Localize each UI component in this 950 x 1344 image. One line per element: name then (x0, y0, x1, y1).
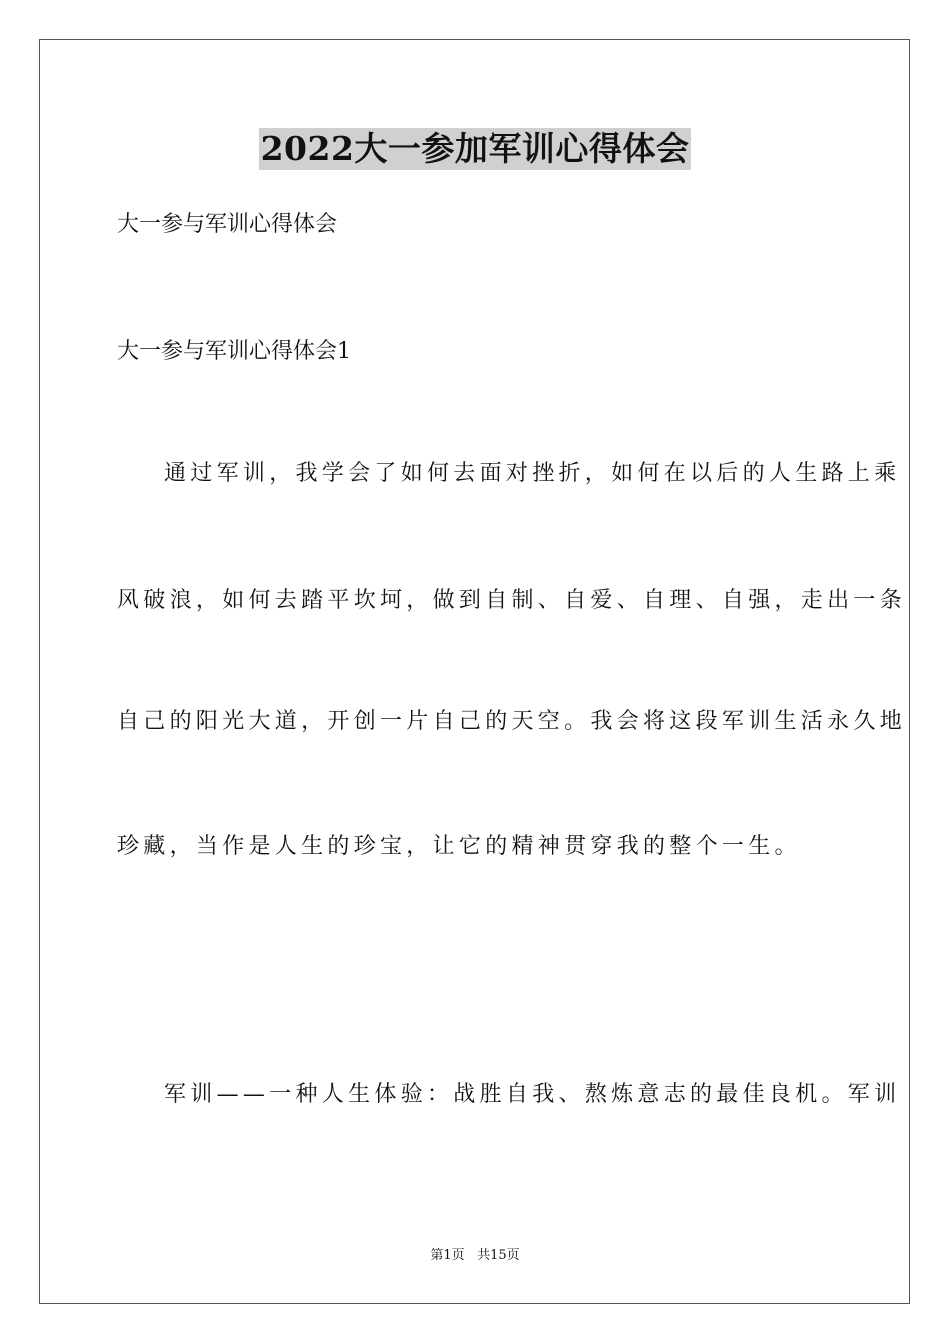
document-subtitle: 大一参与军训心得体会 (117, 212, 338, 237)
paragraph-line: 军训——一种人生体验：战胜自我、熬炼意志的最佳良机。军训 (164, 1082, 901, 1107)
page-total: 共15页 (477, 1248, 520, 1263)
section-heading: 大一参与军训心得体会1 (117, 339, 351, 364)
page-footer (0, 1247, 950, 1265)
paragraph-line: 自己的阳光大道，开创一片自己的天空。我会将这段军训生活永久地 (117, 709, 907, 734)
title-container (0, 128, 950, 170)
paragraph-line: 通过军训，我学会了如何去面对挫折，如何在以后的人生路上乘 (164, 461, 901, 486)
page-number: 第1页 (430, 1248, 465, 1263)
document-title: 2022大一参加军训心得体会 (260, 129, 690, 168)
paragraph-line: 风破浪，如何去踏平坎坷，做到自制、自爱、自理、自强，走出一条 (117, 588, 907, 613)
paragraph-line: 珍藏，当作是人生的珍宝，让它的精神贯穿我的整个一生。 (117, 834, 801, 859)
